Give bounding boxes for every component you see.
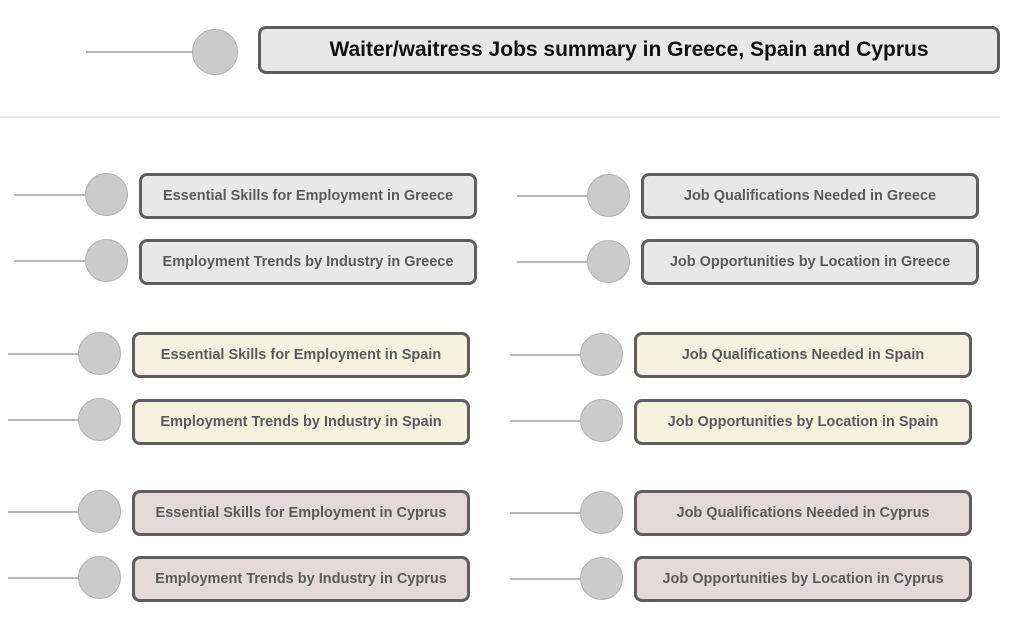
item-label: Essential Skills for Employment in Spain [160,347,442,363]
greece-essential-skills-box[interactable] [139,173,477,219]
title-box [258,26,1000,74]
title-node-circle [192,29,238,75]
node-circle [587,174,630,217]
greece-job-opportunities-box[interactable] [641,239,979,285]
item-label: Job Qualifications Needed in Cyprus [676,505,930,521]
item-label: Job Qualifications Needed in Greece [683,188,937,204]
connector-line [8,353,84,355]
node-circle [580,557,623,600]
cyprus-essential-skills-box[interactable] [132,490,470,536]
greece-employment-trends-box[interactable] [139,239,477,285]
connector-line [517,195,593,197]
node-circle [580,333,623,376]
cyprus-job-qualifications-box[interactable] [634,490,972,536]
connector-line [510,420,586,422]
connector-line [517,261,593,263]
item-label: Job Opportunities by Location in Spain [667,414,939,430]
connector-line [8,577,84,579]
connector-line [8,511,84,513]
greece-job-qualifications-box[interactable] [641,173,979,219]
item-label: Employment Trends by Industry in Spain [160,414,442,430]
header-divider [0,116,1000,118]
node-circle [78,490,121,533]
cyprus-job-opportunities-box[interactable] [634,556,972,602]
page-title: Waiter/waitress Jobs summary in Greece, Spain and Cyprus [329,38,929,61]
node-circle [587,240,630,283]
node-circle [85,173,128,216]
connector-line [510,512,586,514]
item-label: Job Opportunities by Location in Greece [669,254,951,270]
item-label: Essential Skills for Employment in Cyprus [155,505,447,521]
item-label: Essential Skills for Employment in Greece [162,188,454,204]
node-circle [85,239,128,282]
spain-job-opportunities-box[interactable] [634,399,972,445]
item-label: Job Qualifications Needed in Spain [681,347,925,363]
connector-line [8,419,84,421]
node-circle [78,398,121,441]
connector-line [510,354,586,356]
item-label: Employment Trends by Industry in Cyprus [155,571,447,587]
connector-line [14,194,90,196]
title-connector-line [86,51,196,53]
node-circle [580,491,623,534]
spain-essential-skills-box[interactable] [132,332,470,378]
spain-job-qualifications-box[interactable] [634,332,972,378]
item-label: Job Opportunities by Location in Cyprus [662,571,944,587]
node-circle [78,332,121,375]
connector-line [510,578,586,580]
connector-line [14,260,90,262]
spain-employment-trends-box[interactable] [132,399,470,445]
node-circle [78,556,121,599]
node-circle [580,399,623,442]
cyprus-employment-trends-box[interactable] [132,556,470,602]
item-label: Employment Trends by Industry in Greece [162,254,454,270]
